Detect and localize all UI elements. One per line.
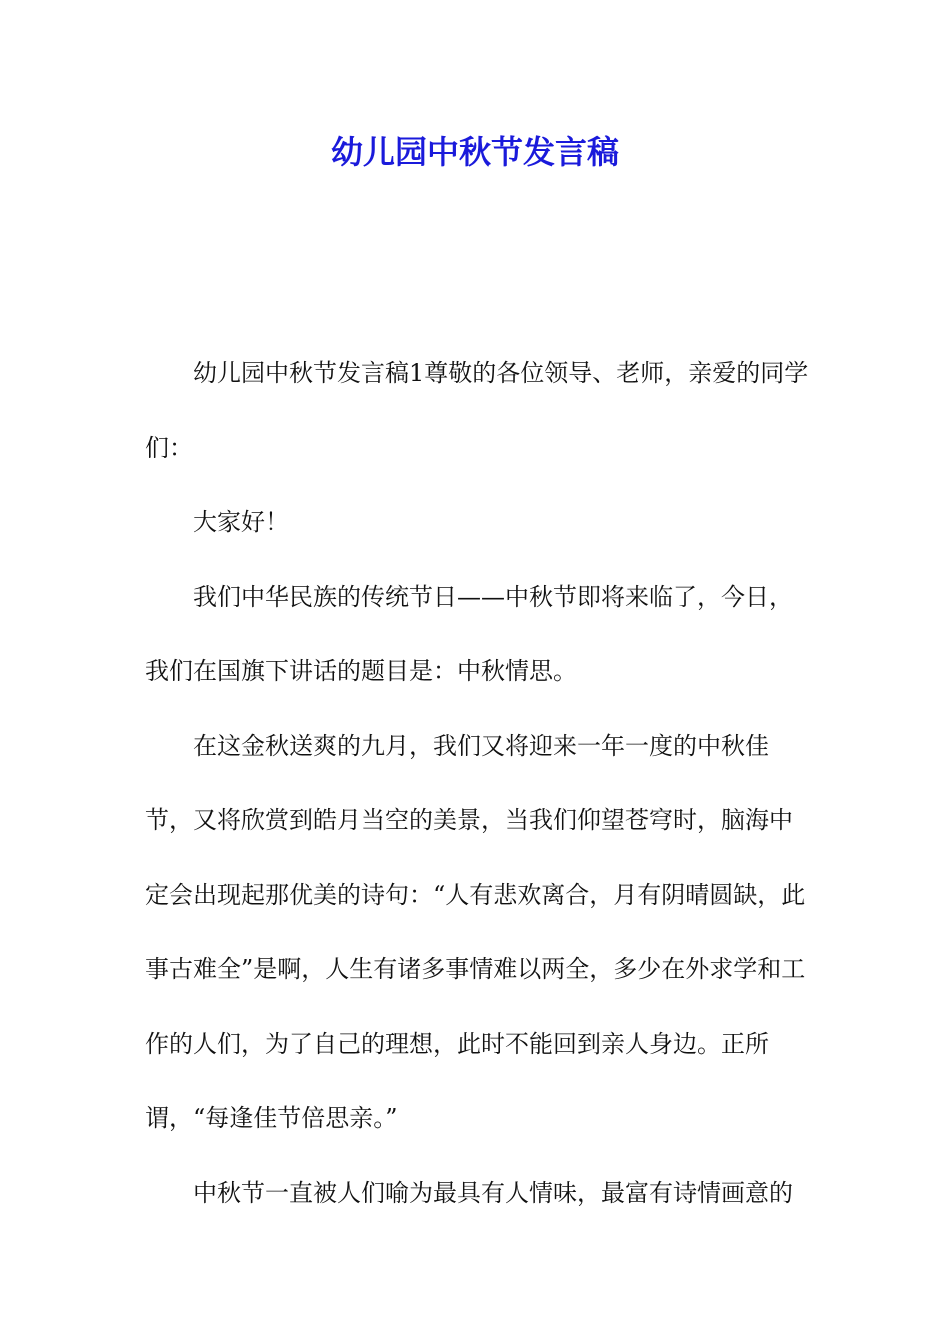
document-body	[145, 336, 810, 1230]
document-title: 幼儿园中秋节发言稿	[330, 133, 619, 171]
paragraph-hello: 大家好！	[193, 508, 289, 536]
paragraph-festival-intro: 我们中华民族的传统节日——中秋节即将来临了，今日，我们在国旗下讲话的题目是：中秋情思。	[145, 582, 793, 685]
paragraph-autumn-moon: 在这金秋送爽的九月，我们又将迎来一年一度的中秋佳节，又将欣赏到皓月当空的美景，当我们仰望苍穹时，脑海中定会出现起那优美的诗句：“人有悲欢离合，月有阴晴圆缺，此事古难全”是啊，人生有诸多事情难以两全，多少在外求学和工作的人们，为了自己的理想，此时不能回到亲人身边。正所谓，“每逢佳节倍思亲。”	[145, 731, 806, 1132]
paragraph-greeting: 幼儿园中秋节发言稿1尊敬的各位领导、老师，亲爱的同学们：	[145, 359, 809, 462]
paragraph-festival-meaning: 中秋节一直被人们喻为最具有人情味，最富有诗情画意的	[193, 1178, 793, 1207]
